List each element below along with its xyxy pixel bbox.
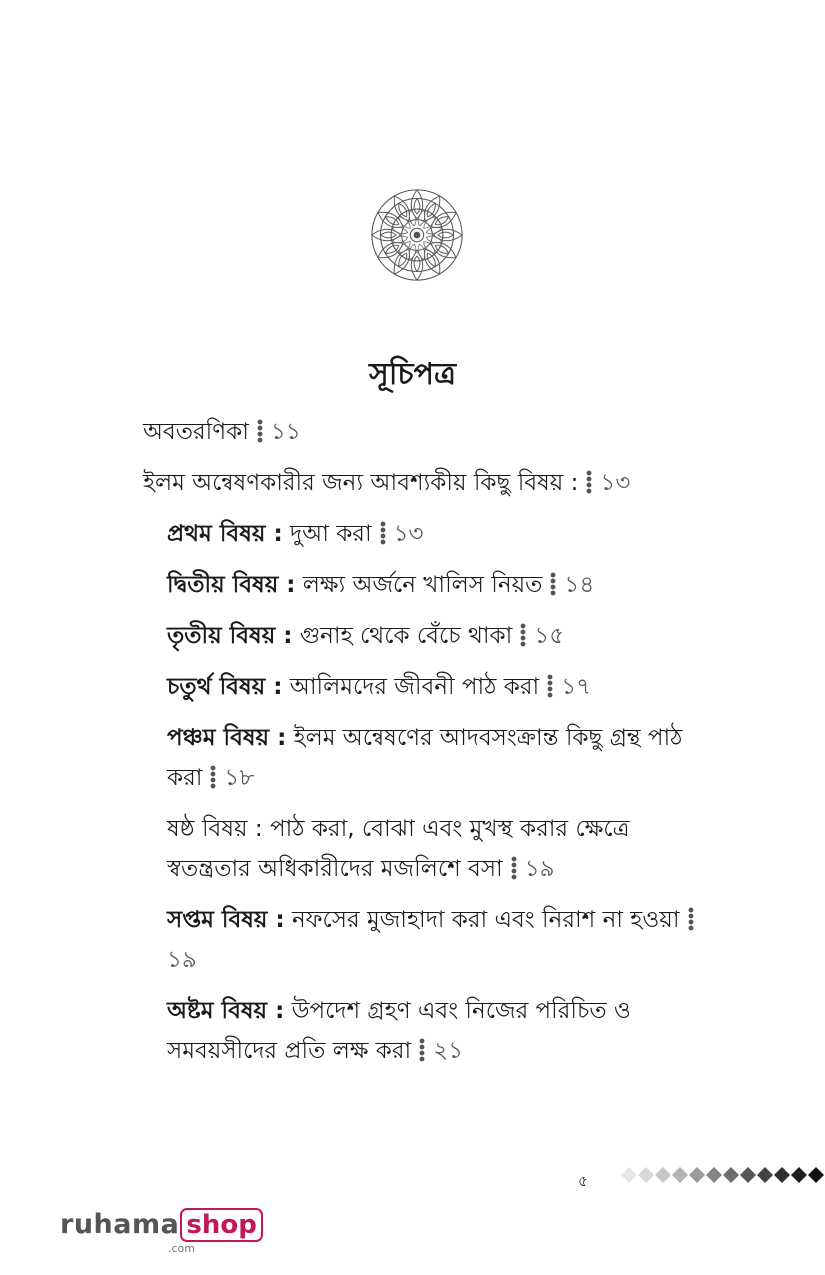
- toc-entry-sixth[interactable]: [143, 809, 703, 889]
- toc-entry-label: সপ্তম বিষয় :: [167, 907, 285, 933]
- toc-entry-text: লক্ষ্য অর্জনে খালিস নিয়ত: [302, 572, 543, 598]
- toc-entry-page: ১৪: [564, 572, 595, 598]
- toc-entry-text: নফসের মুজাহাদা করা এবং নিরাশ না হওয়া: [292, 907, 680, 933]
- toc-entry-label: তৃতীয় বিষয় :: [167, 623, 293, 649]
- logo-domain: .com: [168, 1242, 195, 1255]
- toc-entry-text: আলিমদের জীবনী পাঠ করা: [289, 674, 540, 700]
- toc-entry-first[interactable]: [143, 514, 703, 554]
- toc-entry-text: দুআ করা: [289, 521, 372, 547]
- toc-entry-text: উপদেশ গ্রহণ এবং নিজের পরিচিত ও সমবয়সীদের প্রতি লক্ষ করা: [167, 998, 631, 1064]
- ruhamashop-logo: [60, 1208, 263, 1255]
- dotted-separator-icon: [520, 623, 526, 647]
- toc-entry-text: ইলম অন্বেষণকারীর জন্য আবশ্যকীয় কিছু বিষয় :: [143, 470, 579, 496]
- toc-entry-page: ২১: [433, 1038, 464, 1064]
- toc-entry-fifth[interactable]: [143, 718, 703, 798]
- toc-entry-fourth[interactable]: [143, 667, 703, 707]
- toc-entry-text: অবতরণিকা: [143, 419, 249, 445]
- toc-entry-eighth[interactable]: [143, 991, 703, 1071]
- table-of-contents: [143, 412, 703, 1082]
- dotted-separator-icon: [210, 765, 216, 789]
- toc-entry-page: ১১: [270, 419, 301, 445]
- toc-entry-page: ১৯: [167, 947, 197, 973]
- toc-entry-essentials[interactable]: [143, 463, 703, 503]
- toc-entry-text: ইলম অন্বেষণের আদবসংক্রান্ত কিছু গ্রন্থ পাঠ করা: [167, 725, 683, 791]
- logo-wordmark: ruhama: [60, 1209, 180, 1240]
- toc-entry-label: চতুর্থ বিষয় :: [167, 674, 283, 700]
- toc-entry-preface[interactable]: [143, 412, 703, 452]
- toc-entry-page: ১৫: [534, 623, 565, 649]
- page-number: ৫: [578, 1172, 588, 1190]
- toc-entry-page: ১৩: [600, 470, 631, 496]
- diamond-border-icon: [620, 1164, 825, 1186]
- dotted-separator-icon: [511, 856, 517, 880]
- toc-entry-page: ১৩: [393, 521, 424, 547]
- dotted-separator-icon: [380, 521, 386, 545]
- dotted-separator-icon: [257, 419, 263, 443]
- toc-entry-text: ষষ্ঠ বিষয় : পাঠ করা, বোঝা এবং মুখস্থ করার ক্ষেত্রে স্বতন্ত্রতার অধিকারীদের মজলিশে বসা: [167, 816, 630, 882]
- dotted-separator-icon: [419, 1038, 425, 1062]
- toc-entry-second[interactable]: [143, 565, 703, 605]
- dotted-separator-icon: [550, 572, 556, 596]
- toc-entry-page: ১৮: [224, 765, 255, 791]
- toc-entry-page: ১৭: [561, 674, 592, 700]
- toc-entry-text: গুনাহ থেকে বেঁচে থাকা: [299, 623, 513, 649]
- toc-entry-label: পঞ্চম বিষয় :: [167, 725, 287, 751]
- toc-entry-label: অষ্টম বিষয় :: [167, 998, 285, 1024]
- mandala-ornament-icon: [369, 187, 465, 283]
- toc-entry-label: প্রথম বিষয় :: [167, 521, 283, 547]
- toc-entry-page: ১৯: [524, 856, 555, 882]
- toc-entry-third[interactable]: [143, 616, 703, 656]
- dotted-separator-icon: [688, 907, 694, 931]
- toc-entry-seventh[interactable]: [143, 900, 703, 980]
- dotted-separator-icon: [547, 674, 553, 698]
- page-title: সূচিপত্র: [369, 357, 456, 392]
- logo-shop-badge: shop: [180, 1208, 262, 1242]
- dotted-separator-icon: [586, 470, 592, 494]
- toc-entry-label: দ্বিতীয় বিষয় :: [167, 572, 296, 598]
